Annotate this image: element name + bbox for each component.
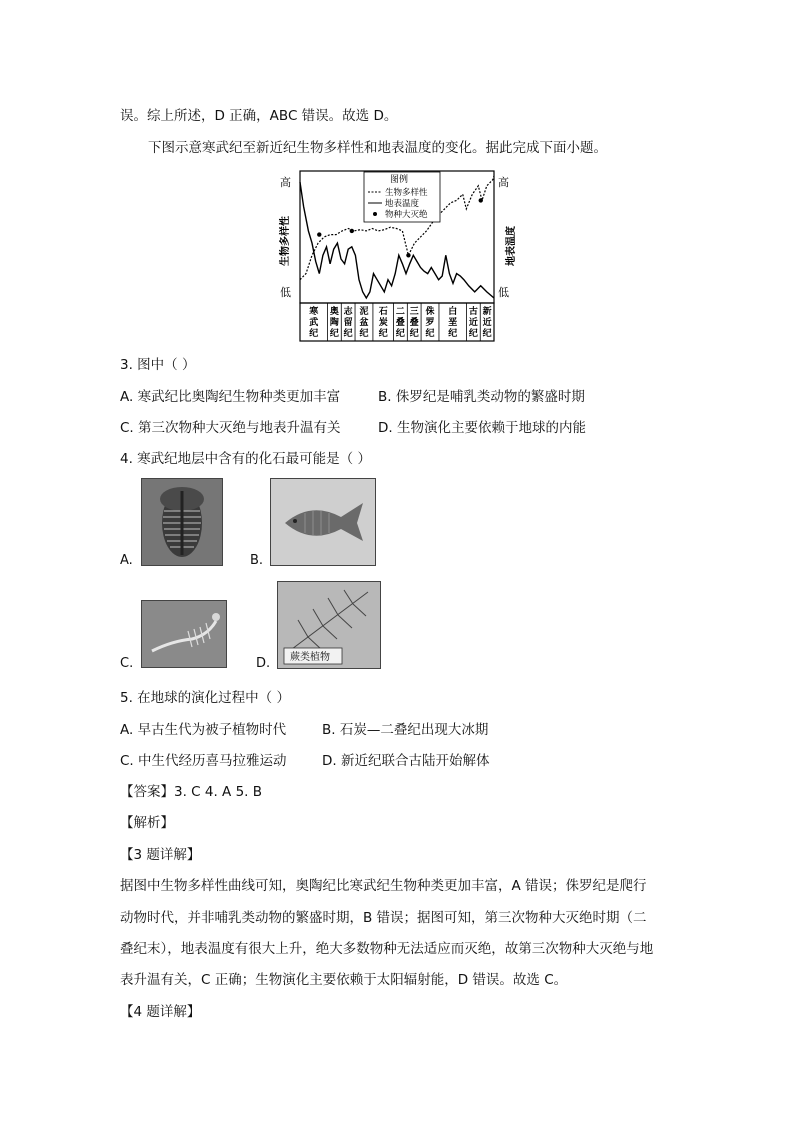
q5-option-d: D. 新近纪联合古陆开始解体 — [322, 753, 490, 769]
period-label-char: 纪 — [468, 329, 478, 339]
q3-detail-heading: 【3 题详解】 — [120, 847, 201, 863]
period-label-char: 新 — [482, 307, 492, 317]
ylabel-left: 生物多样性 — [280, 216, 291, 266]
period-label-char: 纪 — [425, 329, 435, 339]
q4-option-a: A. — [120, 553, 133, 568]
y-low-right: 低 — [498, 286, 509, 299]
period-label-char: 炭 — [378, 318, 388, 328]
period-label-char: 泥 — [359, 307, 369, 317]
extinction-point — [350, 229, 354, 233]
period-label-char: 纪 — [409, 329, 419, 339]
period-label-char: 纪 — [329, 329, 339, 339]
q4-detail-heading: 【4 题详解】 — [120, 1004, 201, 1020]
legend-item-temperature: 地表温度 — [385, 199, 420, 209]
intro-text: 下图示意寒武纪至新近纪生物多样性和地表温度的变化。据此完成下面小题。 — [148, 140, 607, 156]
q5-option-a: A. 早古生代为被子植物时代 — [120, 722, 287, 738]
period-label-char: 纪 — [482, 329, 492, 339]
fish-fossil-image — [270, 478, 376, 566]
period-label-char: 志 — [343, 307, 353, 317]
q3-detail-line-2: 动物时代，并非哺乳类动物的繁盛时期，B 错误；据图可知，第三次物种大灭绝时期（二 — [120, 910, 647, 926]
legend-title: 图例 — [390, 175, 409, 185]
extinction-point — [479, 198, 483, 202]
q3-option-c: C. 第三次物种大灭绝与地表升温有关 — [120, 420, 341, 436]
period-label-char: 留 — [343, 318, 353, 328]
q3-option-b: B. 侏罗纪是哺乳类动物的繁盛时期 — [378, 389, 585, 405]
extinction-point — [406, 253, 410, 257]
period-label-char: 近 — [468, 318, 478, 328]
y-high-right: 高 — [498, 176, 509, 189]
period-label-char: 侏 — [425, 307, 435, 317]
period-label-char: 纪 — [309, 329, 319, 339]
biodiversity-temperature-chart — [276, 168, 526, 344]
period-label-char: 叠 — [395, 318, 405, 328]
ylabel-right: 地表温度 — [506, 226, 517, 266]
extinction-point — [317, 232, 321, 236]
period-label-char: 纪 — [448, 329, 458, 339]
q3-detail-line-3: 叠纪末），地表温度有很大上升，绝大多数物种无法适应而灭绝，故第三次物种大灭绝与地 — [120, 941, 654, 957]
period-label-char: 古 — [468, 307, 478, 317]
period-label-char: 寒 — [309, 307, 319, 317]
period-label-char: 纪 — [378, 329, 388, 339]
period-label-char: 奥 — [329, 307, 339, 317]
period-label-char: 纪 — [359, 329, 369, 339]
period-label-char: 盆 — [359, 318, 369, 328]
analysis-heading: 【解析】 — [120, 815, 174, 831]
period-label-char: 二 — [395, 307, 405, 317]
q3-detail-line-1: 据图中生物多样性曲线可知，奥陶纪比寒武纪生物种类更加丰富，A 错误；侏罗纪是爬行 — [120, 878, 647, 894]
legend-item-biodiversity: 生物多样性 — [385, 188, 428, 198]
period-label-char: 垩 — [448, 318, 458, 328]
y-high-left: 高 — [280, 176, 291, 189]
q4-stem: 4. 寒武纪地层中含有的化石最可能是（ ） — [120, 451, 371, 467]
fern-fossil-image — [277, 581, 381, 669]
trilobite-fossil-image — [141, 478, 223, 566]
period-label-char: 近 — [482, 318, 492, 328]
q5-option-b: B. 石炭—二叠纪出现大冰期 — [322, 722, 489, 738]
y-low-left: 低 — [280, 286, 291, 299]
period-label-char: 武 — [309, 318, 319, 328]
period-label-char: 石 — [378, 307, 388, 317]
q4-option-b: B. — [250, 553, 264, 568]
period-label-char: 纪 — [343, 329, 353, 339]
reptile-fossil-image — [141, 600, 227, 668]
answer-line: 【答案】3. C 4. A 5. B — [120, 784, 263, 800]
q3-option-a: A. 寒武纪比奥陶纪生物种类更加丰富 — [120, 389, 341, 405]
period-label-char: 罗 — [425, 318, 435, 328]
period-label-char: 三 — [409, 307, 419, 317]
period-label-char: 纪 — [395, 329, 405, 339]
period-labels — [309, 303, 491, 341]
q5-stem: 5. 在地球的演化过程中（ ） — [120, 690, 290, 706]
legend — [364, 172, 440, 222]
q4-option-c: C. — [120, 656, 134, 671]
text-line: 误。综上所述，D 正确，ABC 错误。故选 D。 — [120, 108, 398, 124]
q4-option-d: D. — [256, 656, 271, 671]
period-label-char: 叠 — [409, 318, 419, 328]
q5-option-c: C. 中生代经历喜马拉雅运动 — [120, 753, 287, 769]
legend-item-extinction: 物种大灭绝 — [385, 210, 428, 220]
period-label-char: 白 — [448, 307, 458, 317]
legend-dot-icon — [373, 212, 377, 216]
fern-caption: 蕨类植物 — [290, 652, 330, 663]
period-label-char: 陶 — [329, 318, 339, 328]
q3-stem: 3. 图中（ ） — [120, 357, 196, 373]
q3-option-d: D. 生物演化主要依赖于地球的内能 — [378, 420, 586, 436]
q3-detail-line-4: 表升温有关，C 正确；生物演化主要依赖于太阳辐射能，D 错误。故选 C。 — [120, 972, 568, 988]
